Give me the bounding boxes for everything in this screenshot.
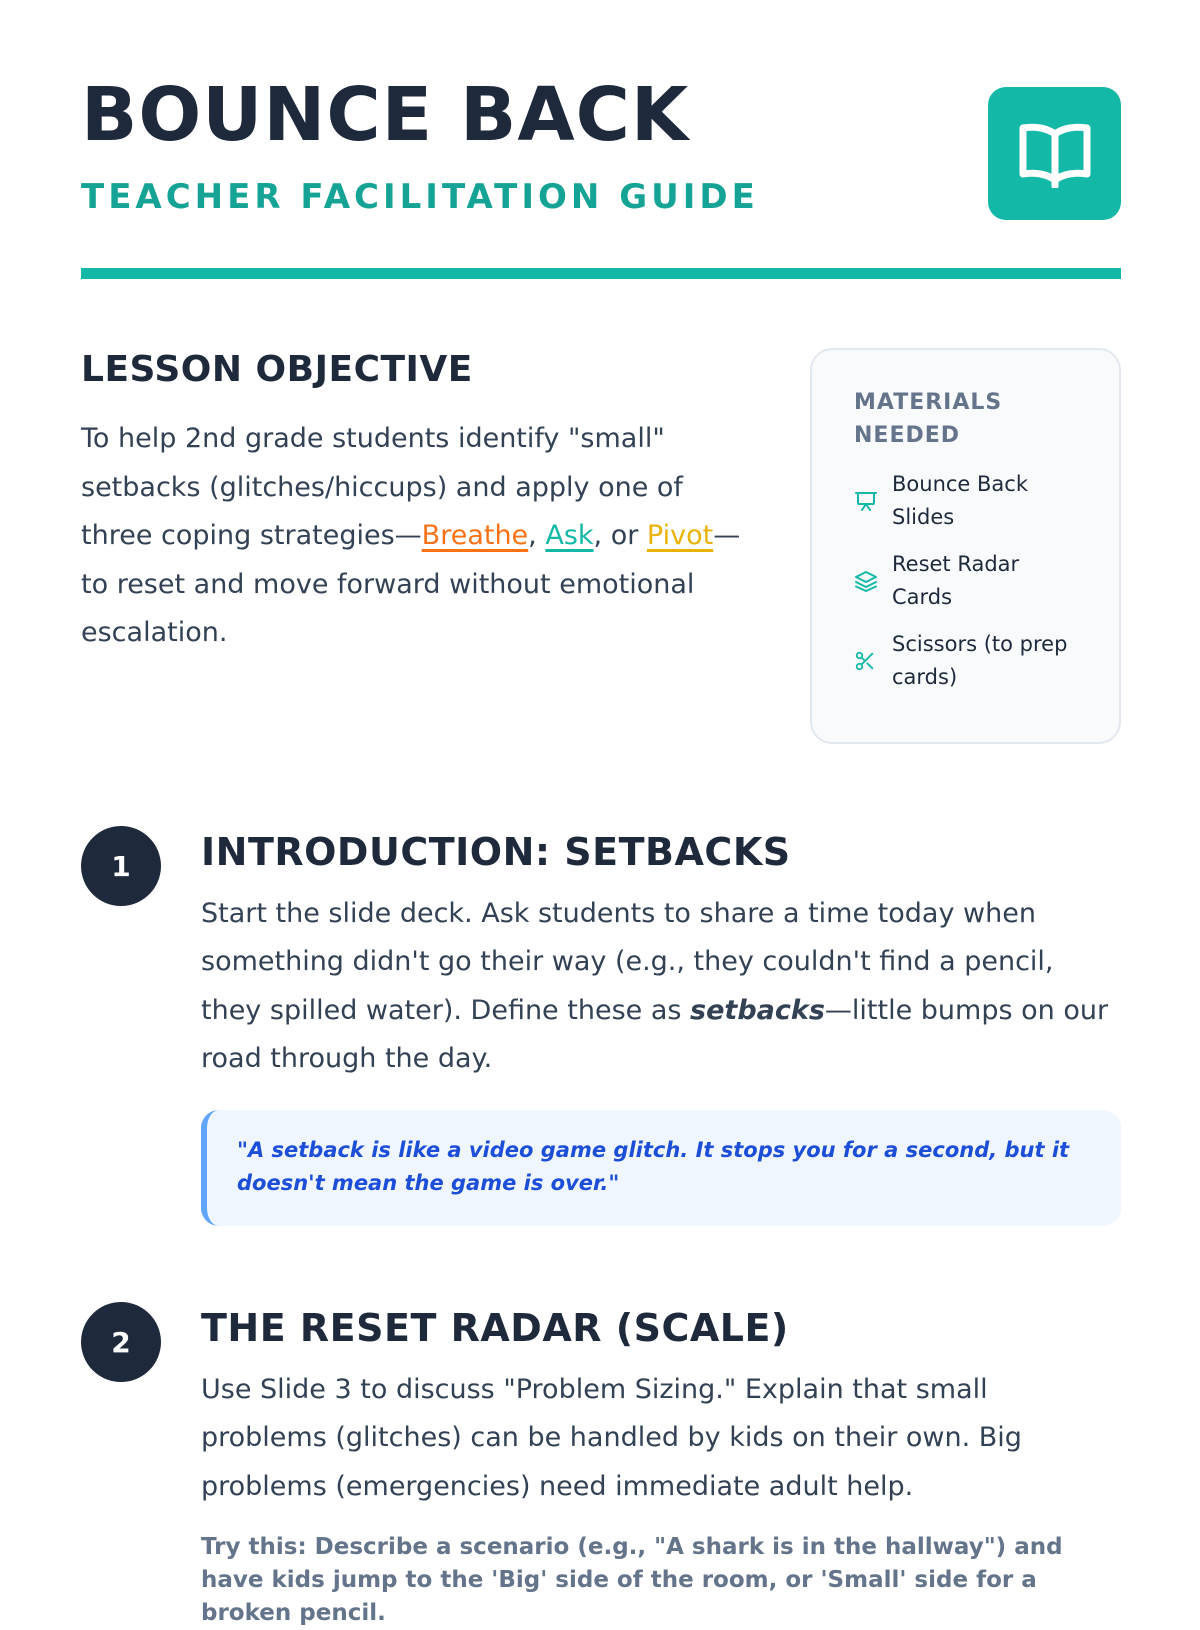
step-number-badge: 1 — [81, 826, 161, 906]
step-number-badge: 2 — [81, 1302, 161, 1382]
step-text-start: Start the slide deck. Ask students to share a time today when something didn't go their way (e.g., they couldn't find a pencil, they spilled water). Define these as — [201, 897, 1054, 1026]
header-divider — [81, 268, 1121, 279]
scissors-icon — [854, 650, 892, 672]
material-label: Bounce Back Slides — [892, 472, 1028, 529]
teacher-quote: "A setback is like a video game glitch. It stops you for a second, but it doesn't mean the game is over." — [201, 1110, 1121, 1226]
objective-separator: , — [528, 520, 546, 552]
step-content — [201, 830, 1121, 1226]
material-item-scissors — [854, 628, 1081, 694]
layers-icon — [854, 569, 892, 593]
step-text-end: —little bumps on our road through the day. — [201, 994, 1109, 1075]
keyword-pivot: Pivot — [646, 520, 714, 552]
material-label: Reset Radar Cards — [892, 552, 1020, 609]
open-book-icon — [1017, 120, 1093, 188]
objective-text-start: To help 2nd grade students identify "small" setbacks (glitches/hiccups) and apply one of three coping strategies— — [81, 423, 683, 552]
step-text: Use Slide 3 to discuss "Problem Sizing." Explain that small problems (glitches) can be handled by kids on their own. Big problems (emergencies) need immediate adult help. — [201, 1373, 1022, 1502]
material-label: Scissors (to prep cards) — [892, 632, 1068, 689]
materials-card — [810, 348, 1121, 744]
material-item-cards — [854, 548, 1081, 614]
lesson-objective — [81, 348, 761, 658]
logo-badge — [988, 87, 1121, 220]
step-heading: INTRODUCTION: SETBACKS — [201, 830, 791, 874]
material-item-slides — [854, 468, 1081, 534]
page-title: BOUNCE BACK — [81, 72, 690, 158]
objective-text-end: —to reset and move forward without emotional escalation. — [81, 520, 741, 649]
step-text — [201, 890, 1121, 1084]
term-setbacks: setbacks — [690, 994, 825, 1026]
guide-page — [81, 0, 1121, 1627]
presentation-icon — [854, 489, 892, 513]
objective-heading: LESSON OBJECTIVE — [81, 349, 473, 390]
materials-heading: MATERIALS NEEDED — [854, 390, 1003, 448]
header — [81, 0, 1121, 282]
page-subtitle: TEACHER FACILITATION GUIDE — [81, 177, 759, 217]
keyword-breathe: Breathe — [421, 520, 529, 552]
step-content — [201, 1306, 1121, 1630]
keyword-ask: Ask — [545, 520, 594, 552]
objective-separator: , or — [593, 520, 647, 552]
objective-text — [81, 415, 761, 658]
activity-tip: Try this: Describe a scenario (e.g., "A shark is in the hallway") and have kids jump to the 'Big' side of the room, or 'Small' side for a broken pencil. — [201, 1534, 1063, 1627]
step-heading: THE RESET RADAR (SCALE) — [201, 1306, 789, 1350]
